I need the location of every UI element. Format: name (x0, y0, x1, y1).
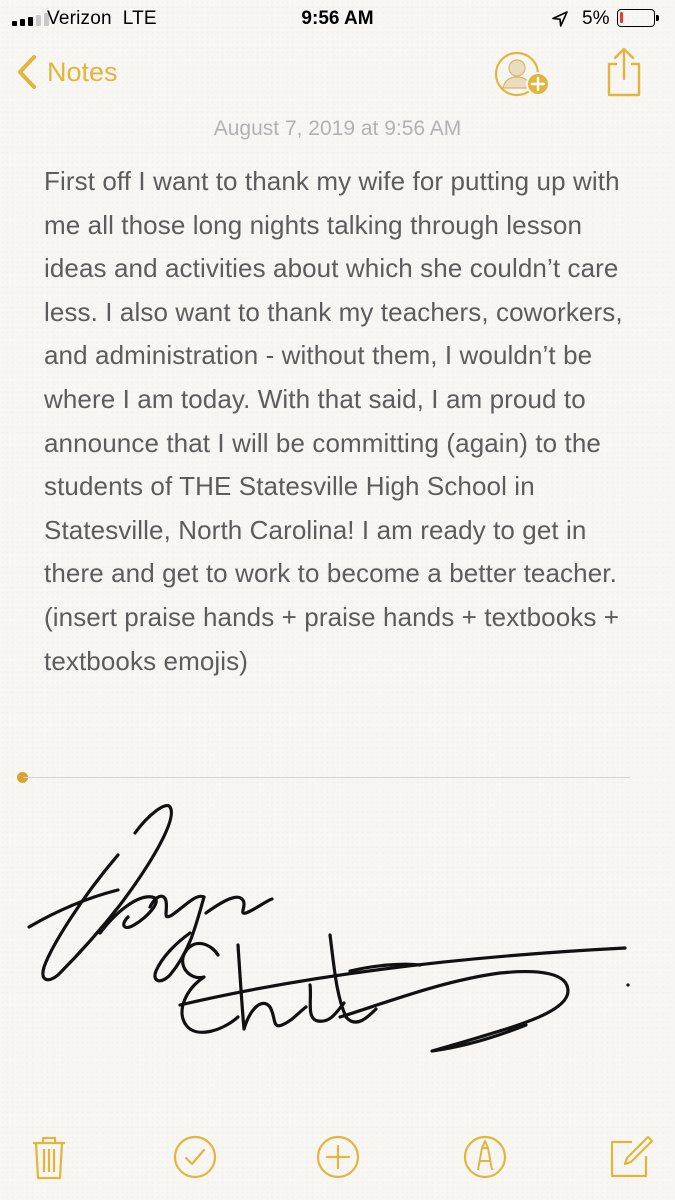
status-bar (0, 0, 675, 38)
chevron-left-icon (16, 54, 38, 90)
navigation-bar (0, 44, 675, 104)
note-date: August 7, 2019 at 9:56 AM (213, 117, 462, 140)
markup-pen-icon[interactable] (460, 1132, 510, 1182)
add-icon[interactable] (313, 1132, 363, 1182)
battery-icon (617, 9, 655, 27)
status-time: 9:56 AM (301, 8, 374, 29)
back-button-label: Notes (47, 56, 118, 87)
location-arrow-icon (551, 10, 569, 28)
compose-icon[interactable] (606, 1132, 656, 1182)
signature-drawing[interactable] (0, 785, 675, 1095)
back-button[interactable] (16, 54, 118, 90)
note-body[interactable]: First off I want to thank my wife for putting up with me all those long nights talking through lesson ideas and activities about which she couldn’t care less. I also want to thank my teachers, coworkers, and administration - without them, I wouldn’t be where I am today. With that said, I am proud to announce that I will be committing (again) to the students of THE Statesville High School in Statesville, North Carolina! I am ready to get in there and get to work to become a better teacher. (insert praise hands + praise hands + textbooks + textbooks emojis) (44, 166, 623, 676)
share-icon[interactable] (604, 46, 644, 98)
trash-icon[interactable] (24, 1132, 74, 1182)
checklist-icon[interactable] (170, 1132, 220, 1182)
add-person-icon[interactable] (492, 44, 554, 100)
battery-percent: 5% (582, 8, 610, 29)
drawing-divider (23, 777, 630, 778)
carrier-label: Verizon LTE (47, 8, 157, 29)
battery-fill (620, 12, 623, 23)
bottom-toolbar (0, 1120, 675, 1200)
